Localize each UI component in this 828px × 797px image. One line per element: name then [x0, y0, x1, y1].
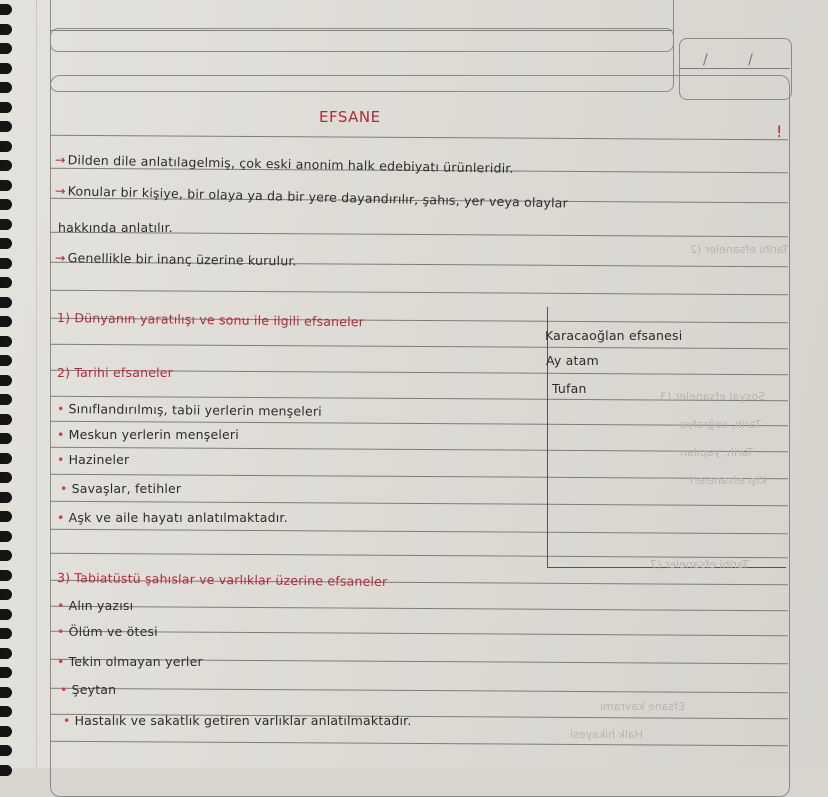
example-item: Ay atam — [546, 353, 599, 368]
definition-3: → Genellikle bir inanç üzerine kurulur. — [54, 250, 297, 269]
spiral-binding — [0, 0, 20, 768]
arrow-icon: → — [54, 250, 66, 266]
bleed-through-text: Tarihi efsaneler (7 — [650, 558, 749, 571]
spiral-ring — [0, 336, 12, 347]
example-item: Karacaoğlan efsanesi — [545, 328, 683, 343]
spiral-ring — [0, 82, 12, 93]
bleed-through-text: Efsane kavramı — [600, 700, 685, 713]
bullet-icon: • — [60, 481, 68, 496]
spiral-ring — [0, 414, 12, 425]
spiral-ring — [0, 355, 12, 366]
spiral-ring — [0, 628, 12, 639]
bleed-through-text: Tarih, yapılan — [680, 446, 754, 459]
section-1-heading: 1) Dünyanın yaratılışı ve sonu ile ilgili efsaneler — [56, 310, 365, 330]
section-2-item: • Savaşlar, fetihler — [60, 481, 182, 496]
spiral-ring — [0, 121, 12, 132]
date-field: / / — [703, 52, 771, 68]
definition-2: → Konular bir kişiye, bir olaya ya da bir yere dayandırılır, şahıs, yer veya olaylar — [54, 183, 569, 211]
section-3-item: • Ölüm ve ötesi — [57, 624, 158, 639]
perforation-line — [36, 0, 37, 768]
spiral-ring — [0, 4, 12, 15]
spiral-ring — [0, 472, 12, 483]
spiral-ring — [0, 745, 12, 756]
spiral-ring — [0, 570, 12, 581]
spiral-ring — [0, 63, 12, 74]
section-3-item: • Tekin olmayan yerler — [57, 654, 203, 669]
spiral-ring — [0, 687, 12, 698]
bullet-icon: • — [57, 510, 65, 525]
section-3-item: • Alın yazısı — [57, 598, 134, 613]
section-2-item: • Sınıflandırılmış, tabii yerlerin menşeleri — [56, 401, 322, 419]
bleed-through-text: Sosyal efsaneler (3 — [660, 390, 766, 403]
spiral-ring — [0, 765, 12, 776]
spiral-ring — [0, 433, 12, 444]
margin-mark: ! — [776, 122, 783, 141]
bleed-through-text: Kişi efsaneleri — [690, 474, 767, 487]
spiral-ring — [0, 199, 12, 210]
spiral-ring — [0, 648, 12, 659]
bullet-icon: • — [60, 682, 68, 697]
spiral-ring — [0, 258, 12, 269]
examples-box — [547, 307, 786, 568]
bleed-through-text: Tarih, coğrafya — [680, 418, 762, 431]
section-2-item: • Aşk ve aile hayatı anlatılmaktadır. — [57, 510, 288, 525]
spiral-ring — [0, 394, 12, 405]
arrow-icon: → — [54, 152, 66, 168]
spiral-ring — [0, 277, 12, 288]
bullet-icon: • — [63, 713, 71, 728]
spiral-ring — [0, 219, 12, 230]
spiral-ring — [0, 160, 12, 171]
spiral-ring — [0, 102, 12, 113]
section-3-item: • Şeytan — [60, 682, 117, 697]
spiral-ring — [0, 589, 12, 600]
section-3-heading: 3) Tabiatüstü şahıslar ve varlıklar üzerine efsaneler — [56, 570, 388, 590]
spiral-ring — [0, 141, 12, 152]
page-title: EFSANE — [319, 108, 381, 126]
spiral-ring — [0, 238, 12, 249]
section-2-heading: 2) Tarihi efsaneler — [57, 365, 173, 380]
date-box-rule — [679, 68, 790, 69]
arrow-icon: → — [54, 183, 66, 199]
bullet-icon: • — [57, 624, 65, 639]
section-3-item: • Hastalık ve sakatlık getiren varlıklar anlatılmaktadır. — [63, 713, 412, 728]
spiral-ring — [0, 706, 12, 717]
bullet-icon: • — [57, 598, 65, 613]
definition-2-cont: hakkında anlatılır. — [58, 220, 173, 235]
spiral-ring — [0, 297, 12, 308]
section-2-item: • Hazineler — [57, 452, 130, 467]
spiral-ring — [0, 43, 12, 54]
spiral-ring — [0, 453, 12, 464]
bullet-icon: • — [57, 654, 65, 669]
spiral-ring — [0, 609, 12, 620]
spiral-ring — [0, 24, 12, 35]
section-2-item: • Meskun yerlerin menşeleri — [57, 427, 239, 442]
spiral-ring — [0, 667, 12, 678]
bleed-through-text: Halk hikayesi — [570, 728, 643, 741]
spiral-ring — [0, 550, 12, 561]
example-item: Tufan — [552, 381, 587, 396]
spiral-ring — [0, 316, 12, 327]
bullet-icon: • — [56, 401, 65, 417]
bullet-icon: • — [57, 427, 65, 442]
definition-1: → Dilden dile anlatılagelmiş, çok eski anonim halk edebiyatı ürünleridir. — [54, 152, 514, 176]
spiral-ring — [0, 531, 12, 542]
spiral-ring — [0, 375, 12, 386]
bullet-icon: • — [57, 452, 65, 467]
spiral-ring — [0, 511, 12, 522]
bleed-through-text: Tarihi efsaneler (2 — [690, 243, 789, 256]
spiral-ring — [0, 180, 12, 191]
spiral-ring — [0, 726, 12, 737]
spiral-ring — [0, 492, 12, 503]
